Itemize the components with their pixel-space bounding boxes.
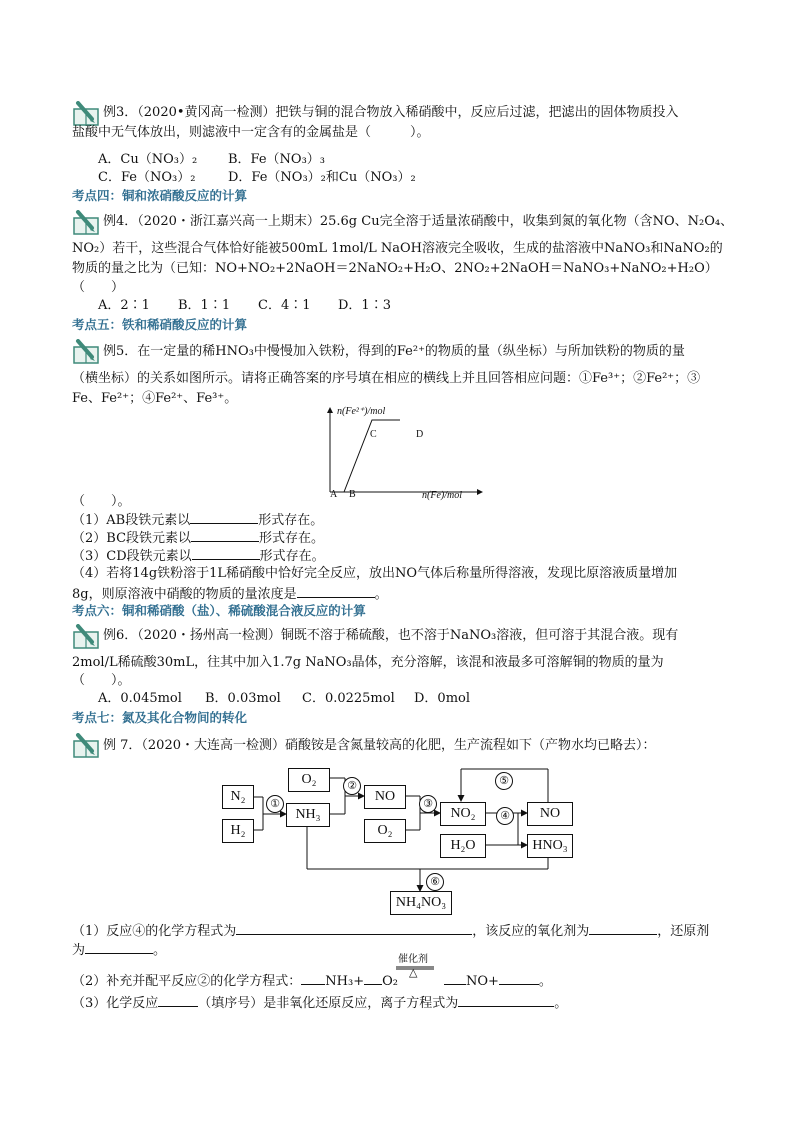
graph-x-label: n(Fe)/mol: [422, 490, 462, 501]
answer-blank[interactable]: [458, 992, 554, 1007]
q3-line1: 例3．（2020•黄冈高一检测）把铁与铜的混合物放入稀硝酸中，反应后过滤，把滤出的固体物质投入: [103, 105, 679, 120]
q3-option-c: C．Fe（NO₃）₂: [98, 170, 196, 185]
q5-line4: （ ）。: [72, 494, 131, 509]
step-2-marker: ②: [343, 777, 361, 795]
box-h2o: H₂O: [440, 834, 486, 858]
point-b-label: B: [349, 489, 356, 500]
q3-line2: 盐酸中无气体放出，则滤液中一定含有的金属盐是（ ）。: [72, 125, 430, 140]
q5-sub1: （1）AB段铁元素以 形式存在。: [72, 509, 323, 530]
q3-option-d: D．Fe（NO₃）₂和Cu（NO₃）₂: [228, 170, 416, 185]
q4-option-d: D．1∶3: [338, 298, 391, 313]
answer-blank[interactable]: [364, 970, 382, 985]
catalyst-label: 催化剂: [398, 954, 428, 965]
step-1-marker: ①: [266, 795, 284, 813]
box-o2-top: O₂: [288, 768, 330, 792]
box-n2: N₂: [222, 785, 254, 809]
q4-option-a: A．2∶1: [98, 298, 150, 313]
box-hno3: HNO₃: [527, 834, 573, 858]
step-6-marker: ⑥: [426, 873, 444, 891]
q4-line1: 例4．（2020・浙江嘉兴高一上期末）25.6g Cu完全溶于适量浓硝酸中，收集到氮的氧化物（含NO、N₂O₄、: [103, 214, 734, 229]
q5-line3: Fe、Fe²⁺；④Fe²⁺、Fe³⁺。: [72, 391, 238, 406]
answer-blank[interactable]: [301, 970, 325, 985]
box-no: NO: [364, 785, 406, 809]
q7-line1: 例 7．（2020・大连高一检测）硝酸铵是含氮量较高的化肥，生产流程如下（产物水均已略去）：: [103, 738, 656, 753]
step-4-marker: ④: [496, 807, 514, 825]
answer-blank[interactable]: [236, 920, 472, 935]
q5-sub2: （2）BC段铁元素以 形式存在。: [72, 527, 324, 548]
step-3-marker: ③: [419, 795, 437, 813]
answer-blank[interactable]: [444, 970, 466, 985]
section-heading-4: 考点四：铜和浓硝酸反应的计算: [72, 188, 248, 203]
q4-option-b: B．1∶1: [178, 298, 231, 313]
point-c-label: C: [370, 429, 377, 440]
point-a-label: A: [330, 489, 338, 500]
q5-line2: （横坐标）的关系如图所示。请将正确答案的序号填在相应的横线上并且回答相应问题：①Fe³⁺；②Fe²⁺；③: [72, 371, 701, 386]
q6-line3: （ ）。: [72, 673, 131, 688]
q5-line1: 例5．在一定量的稀HNO₃中慢慢加入铁粉，得到的Fe²⁺的物质的量（纵坐标）与所加铁粉的物质的量: [103, 344, 685, 359]
section-heading-6: 考点六：铜和稀硝酸（盐）、稀硫酸混合液反应的计算: [72, 603, 366, 618]
q7-sub3: （3）化学反应 （填序号）是非氧化还原反应，离子方程式为 。: [72, 992, 567, 1013]
answer-blank[interactable]: [85, 939, 153, 954]
section-heading-5: 考点五：铁和稀硝酸反应的计算: [72, 317, 248, 332]
q6-option-b: B．0.03mol: [205, 691, 281, 706]
graph-y-label: n(Fe²⁺)/mol: [337, 406, 386, 417]
q4-line3: 物质的量之比为（已知：NO+NO₂+2NaOH＝2NaNO₂+H₂O、2NO₂+2NaOH＝NaNO₃+NaNO₂+H₂O）: [72, 261, 718, 276]
q5-sub4-line2: 8g，则原溶液中硝酸的物质的量浓度是 。: [72, 583, 388, 604]
step-5-marker: ⑤: [495, 772, 513, 790]
q6-option-d: D．0mol: [414, 691, 471, 706]
box-nh3: NH₃: [286, 803, 330, 827]
q4-line4: （ ）: [72, 280, 125, 295]
answer-blank[interactable]: [158, 992, 198, 1007]
q6-option-c: C．0.0225mol: [302, 691, 395, 706]
q4-line2: NO₂）若干，这些混合气体恰好能被500mL 1mol/L NaOH溶液完全吸收，生成的盐溶液中NaNO₃和NaNO₂的: [72, 241, 723, 256]
q5-sub3: （3）CD段铁元素以 形式存在。: [72, 545, 325, 566]
answer-blank[interactable]: [499, 970, 539, 985]
box-no2: NO₂: [440, 802, 486, 826]
q4-option-c: C．4∶1: [258, 298, 311, 313]
heat-symbol: △: [409, 966, 418, 979]
q7-sub1-line2: 为 。: [72, 939, 166, 960]
q5-sub4-line1: （4）若将14g铁粉溶于1L稀硝酸中恰好完全反应，放出NO气体后称量所得溶液，发现比原溶液质量增加: [72, 566, 678, 581]
q6-option-a: A．0.045mol: [98, 691, 182, 706]
answer-blank[interactable]: [589, 920, 657, 935]
section-heading-7: 考点七：氮及其化合物间的转化: [72, 710, 248, 725]
box-o2-bottom: O₂: [364, 819, 406, 843]
q7-sub1-line1: （1）反应④的化学方程式为 ，该反应的氧化剂为 ，还原剂: [72, 920, 709, 941]
q7-sub2: （2）补充并配平反应②的化学方程式： NH₃+ O₂ NO+ 。: [72, 970, 552, 991]
box-no-right: NO: [527, 802, 573, 826]
q3-option-b: B．Fe（NO₃）₃: [228, 152, 326, 167]
q6-line2: 2mol/L稀硫酸30mL，往其中加入1.7g NaNO₃晶体，充分溶解，该混和液最多可溶解铜的物质的量为: [72, 655, 664, 670]
box-h2: H₂: [222, 819, 254, 843]
q3-option-a: A．Cu（NO₃）₂: [98, 152, 198, 167]
box-nh4no3: NH₄NO₃: [390, 891, 452, 915]
point-d-label: D: [416, 429, 424, 440]
q6-line1: 例6．（2020・扬州高一检测）铜既不溶于稀硫酸，也不溶于NaNO₃溶液，但可溶于其混合液。现有: [103, 628, 679, 643]
